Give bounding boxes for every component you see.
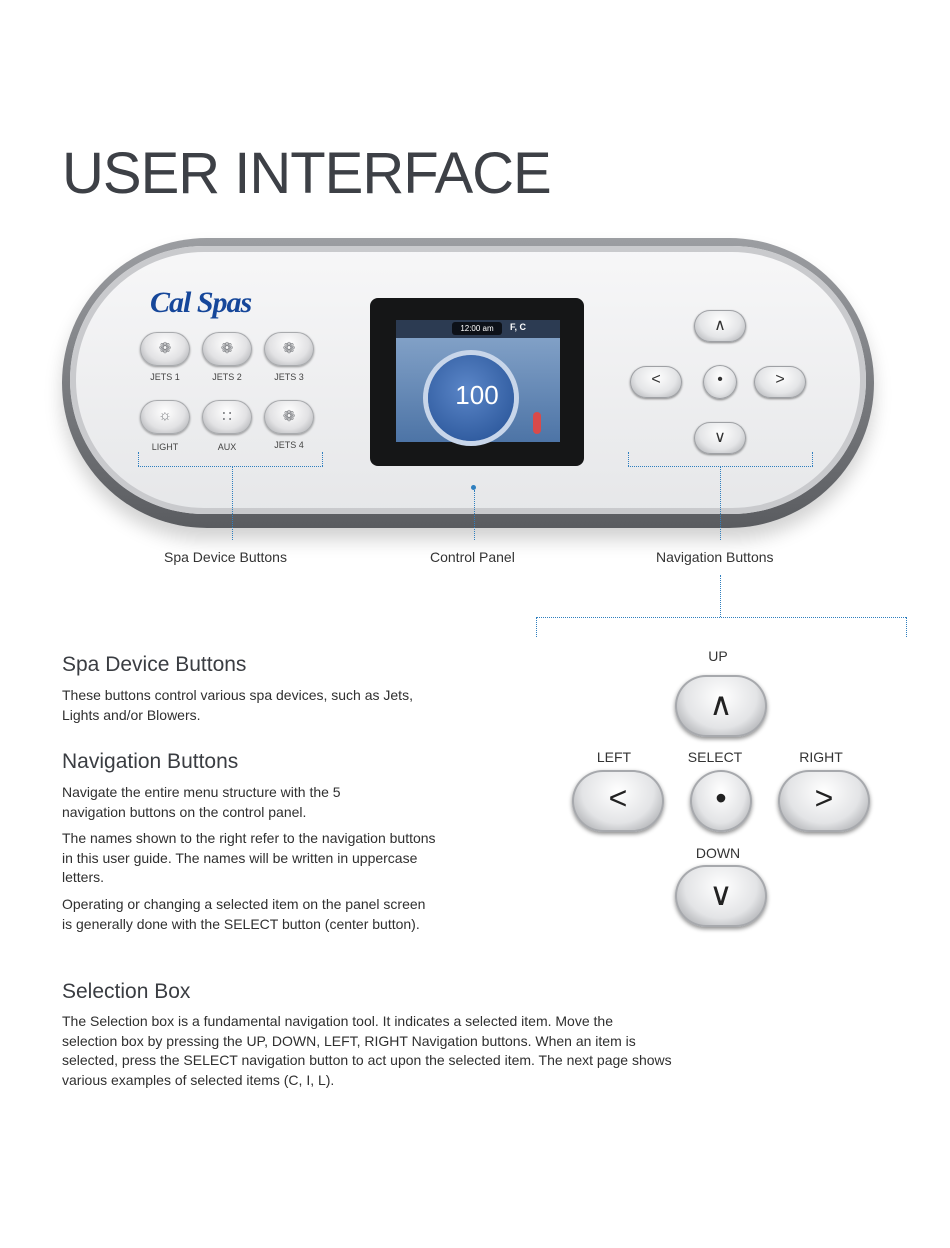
- nav-diagram-bracket-left: [536, 617, 537, 637]
- down-button[interactable]: [675, 865, 767, 927]
- lcd-time: 12:00 am: [452, 322, 502, 335]
- jets-3-button[interactable]: [264, 332, 314, 366]
- spa-buttons-leader: [232, 467, 233, 540]
- jets-1-button[interactable]: [140, 332, 190, 366]
- nav-diagram-bracket-right: [906, 617, 907, 637]
- nav-buttons-leader: [720, 467, 721, 540]
- left-label: LEFT: [596, 749, 632, 765]
- jets-icon: ❁: [282, 340, 296, 357]
- jets-2-button[interactable]: [202, 332, 252, 366]
- light-icon: ☼: [158, 407, 172, 424]
- nav-diagram-bracket: [536, 617, 906, 618]
- panel-left-button[interactable]: [630, 366, 682, 398]
- spa-device-buttons-callout: Spa Device Buttons: [164, 549, 287, 565]
- nav-bracket-right: [812, 452, 813, 466]
- navigation-buttons-callout: Navigation Buttons: [656, 549, 774, 565]
- jets-1-label: JETS 1: [150, 372, 180, 382]
- nav-bracket-left: [628, 452, 629, 466]
- navigation-text-1: Navigate the entire menu structure with the 5 navigation buttons on the control panel.: [62, 784, 341, 820]
- chevron-down-icon: ∨: [714, 429, 726, 446]
- navigation-text-2: The names shown to the right refer to the navigation buttons in this user guide. The names will be written in uppercase letters.: [62, 830, 436, 885]
- spa-device-buttons-heading: Spa Device Buttons: [62, 653, 247, 676]
- select-dot-icon: •: [715, 780, 727, 816]
- spa-bracket-left: [138, 452, 139, 466]
- nav-diagram-leader: [720, 575, 721, 617]
- panel-down-button[interactable]: [694, 422, 746, 454]
- panel-right-button[interactable]: [754, 366, 806, 398]
- control-panel-leader: [474, 490, 475, 540]
- left-button[interactable]: [572, 770, 664, 832]
- page-title: USER INTERFACE: [62, 141, 551, 206]
- brand-logo: Cal Spas: [150, 286, 252, 319]
- aux-label: AUX: [217, 442, 237, 452]
- spa-device-buttons-text: These buttons control various spa devices, such as Jets, Lights and/or Blowers.: [62, 687, 413, 723]
- lcd-unit: F, C: [510, 322, 527, 332]
- chevron-down-icon: ∨: [709, 876, 733, 912]
- light-button[interactable]: [140, 400, 190, 434]
- right-label: RIGHT: [799, 749, 843, 765]
- selection-box-text: The Selection box is a fundamental navigation tool. It indicates a selected item. Move the selection box by pressing the UP, DOWN, LEFT, RIGHT Navigation buttons. When an item is selected, press the SELECT navigation button to act upon the selected item. The next page shows various examples of selected items (C, I, L).: [62, 1013, 672, 1088]
- jets-icon: ❁: [220, 340, 234, 357]
- panel-up-button[interactable]: [694, 310, 746, 342]
- select-dot-icon: •: [717, 371, 723, 388]
- chevron-right-icon: >: [814, 780, 834, 816]
- panel-select-button[interactable]: [703, 365, 737, 399]
- select-button[interactable]: [690, 770, 752, 832]
- aux-icon: ∷: [222, 408, 232, 425]
- chevron-up-icon: ∧: [714, 317, 726, 334]
- jets-icon: ❁: [282, 408, 296, 425]
- chevron-left-icon: <: [608, 780, 628, 816]
- spa-buttons-bracket: [138, 466, 323, 467]
- right-button[interactable]: [778, 770, 870, 832]
- aux-button[interactable]: [202, 400, 252, 434]
- up-label: UP: [708, 648, 728, 664]
- down-label: DOWN: [695, 845, 741, 861]
- jets-2-label: JETS 2: [212, 372, 242, 382]
- thermometer-icon: [533, 412, 541, 434]
- selection-box-heading: Selection Box: [62, 980, 191, 1003]
- control-panel-callout: Control Panel: [430, 549, 515, 565]
- select-label: SELECT: [687, 749, 743, 765]
- navigation-buttons-heading: Navigation Buttons: [62, 750, 239, 773]
- up-button[interactable]: [675, 675, 767, 737]
- chevron-right-icon: >: [775, 371, 785, 388]
- spa-bracket-right: [322, 452, 323, 466]
- chevron-left-icon: <: [651, 371, 661, 388]
- light-label: LIGHT: [151, 442, 179, 452]
- jets-4-label: JETS 4: [274, 440, 304, 450]
- jets-icon: ❁: [158, 340, 172, 357]
- chevron-up-icon: ∧: [709, 686, 733, 722]
- navigation-text-3: Operating or changing a selected item on the panel screen is generally done with the SELECT button (center button).: [62, 896, 426, 932]
- jets-3-label: JETS 3: [274, 372, 304, 382]
- temperature-readout: 100: [455, 380, 499, 410]
- jets-4-button[interactable]: [264, 400, 314, 434]
